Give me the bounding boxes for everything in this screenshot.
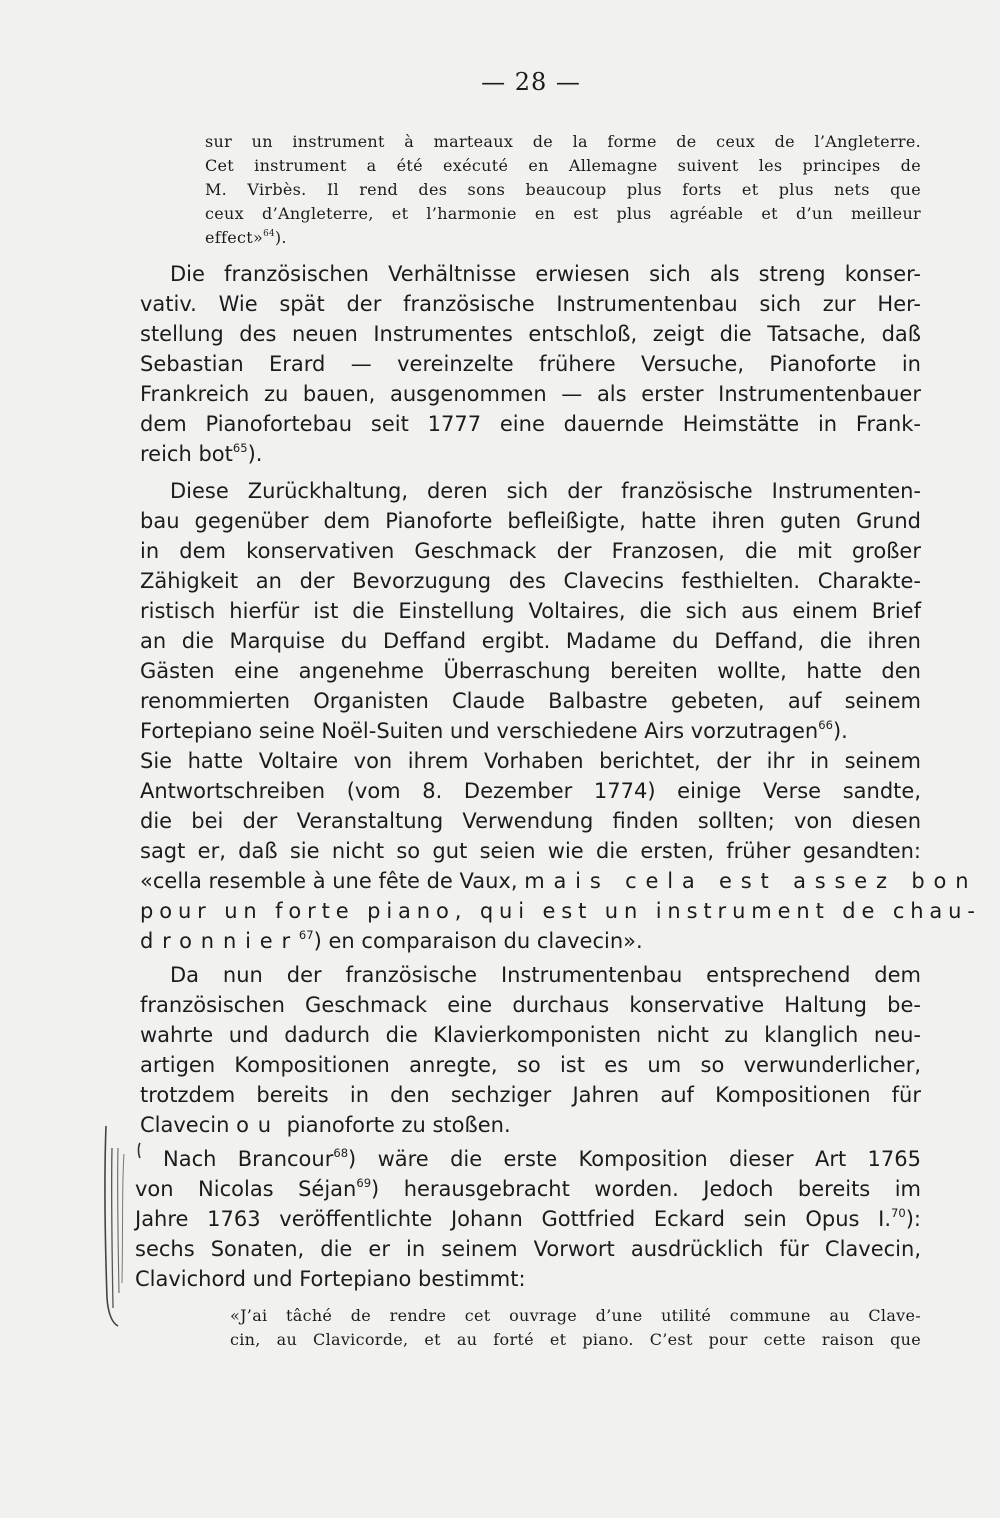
para2-line-14 <box>140 869 977 893</box>
para2-line-6: an die Marquise du Deffand ergibt. Madame du Deffand, die ihren <box>140 629 921 653</box>
para2-line9-text: Fortepiano seine Noël-Suiten und verschiedene Airs vorzutragen <box>140 719 819 743</box>
quote1-line-1: sur un instrument à marteaux de la forme de ceux de l’Angleterre. <box>205 132 921 151</box>
footnote-ref-69: 69 <box>356 1175 372 1190</box>
margin-stroke-4 <box>122 1154 124 1283</box>
quote1-last-text: effect» <box>205 228 264 247</box>
para2-line-9 <box>140 719 848 743</box>
para4-line-3 <box>135 1207 921 1231</box>
para4-line-2 <box>135 1177 921 1201</box>
para2-line-2: bau gegenüber dem Pianoforte befleißigte, hatte ihren guten Grund <box>140 509 921 533</box>
para1-line-7 <box>140 442 262 466</box>
margin-stroke-3 <box>118 1148 119 1293</box>
bracket-mark <box>139 1143 141 1158</box>
quote1-line-5 <box>205 228 287 247</box>
para3-last-spaced: ou <box>236 1113 280 1137</box>
para4-line-5: Clavichord und Fortepiano bestimmt: <box>135 1267 526 1291</box>
para4-line-4: sechs Sonaten, die er in seinem Vorwort ausdrücklich für Clavecin, <box>135 1237 921 1261</box>
para2-line14-text: «cella resemble à une fête de Vaux, <box>140 869 525 893</box>
footnote-ref-65: 65 <box>232 440 248 455</box>
margin-stroke-2 <box>112 1148 113 1308</box>
quote2-line-2: cin, au Clavicorde, et au forté et piano. C’est pour cette raison que <box>230 1330 921 1349</box>
para3-line-4: artigen Kompositionen anregte, so ist es um so verwunderlicher, <box>140 1053 921 1077</box>
quote1-line-3: M. Virbès. Il rend des sons beaucoup plus forts et plus nets que <box>205 180 921 199</box>
para1-line-3: stellung des neuen Instrumentes entschloß, zeigt die Tatsache, daß <box>140 322 921 346</box>
para4-line1-text: Nach Brancour <box>163 1147 334 1171</box>
para2-line16-spaced: dronnier <box>140 929 299 953</box>
para1-last-text: reich bot <box>140 442 233 466</box>
para3-line-2: französischen Geschmack eine durchaus konservative Haltung be- <box>140 993 921 1017</box>
para2-line-5: ristisch hierfür ist die Einstellung Voltaires, die sich aus einem Brief <box>140 599 921 623</box>
para4-line1-tail: ) wäre die erste Komposition dieser Art 1765 <box>348 1147 921 1171</box>
para1-line-6: dem Pianofortebau seit 1777 eine dauernde Heimstätte in Frank- <box>140 412 921 436</box>
para2-line-8: renommierten Organisten Claude Balbastre gebeten, auf seinem <box>140 689 921 713</box>
footnote-ref-64: 64 <box>263 228 275 239</box>
para2-line-12: die bei der Veranstaltung Verwendung finden sollten; von diesen <box>140 809 921 833</box>
para1-last-tail: ). <box>247 442 263 466</box>
quote2-line-1: «J’ai tâché de rendre cet ouvrage d’une utilité commune au Clave- <box>230 1306 921 1325</box>
para3-line-5: trotzdem bereits in den sechziger Jahren auf Kompositionen für <box>140 1083 921 1107</box>
para2-line-11: Antwortschreiben (vom 8. Dezember 1774) einige Verse sandte, <box>140 779 921 803</box>
para2-line-13: sagt er, daß sie nicht so gut seien wie die ersten, früher gesandten: <box>140 839 921 863</box>
para3-line-1: Da nun der französische Instrumentenbau entsprechend dem <box>170 963 921 987</box>
para4-line2-tail: ) herausgebracht worden. Jedoch bereits im <box>371 1177 921 1201</box>
para2-line16-tail: ) en comparaison du clavecin». <box>313 929 643 953</box>
para2-line14-spaced: mais cela est assez bon <box>524 869 978 893</box>
page-number: — 28 — <box>481 68 581 96</box>
para2-line-3: in dem konservativen Geschmack der Franzosen, die mit großer <box>140 539 921 563</box>
para4-line3-tail: ): <box>905 1207 921 1231</box>
para2-line-10: Sie hatte Voltaire von ihrem Vorhaben berichtet, der ihr in seinem <box>140 749 921 773</box>
para1-line-5: Frankreich zu bauen, ausgenommen — als erster Instrumentenbauer <box>140 382 921 406</box>
para2-line15-spaced: pour un forte piano, qui est un instrument de chau- <box>140 899 981 923</box>
para2-line-4: Zähigkeit an der Bevorzugung des Clavecins festhielten. Charakte- <box>140 569 921 593</box>
para1-line-2: vativ. Wie spät der französische Instrumentenbau sich zur Her- <box>140 292 921 316</box>
footnote-ref-70: 70 <box>891 1205 906 1220</box>
para4-line3-text: Jahre 1763 veröffentlichte Johann Gottfried Eckard sein Opus I. <box>135 1207 892 1231</box>
para1-line-4: Sebastian Erard — vereinzelte frühere Versuche, Pianoforte in <box>140 352 921 376</box>
footnote-ref-68: 68 <box>333 1145 349 1160</box>
para3-line-6 <box>140 1113 511 1137</box>
para1-line-1: Die französischen Verhältnisse erwiesen sich als streng konser- <box>170 262 921 286</box>
quote1-last-tail: ). <box>274 228 287 247</box>
quote1-line-4: ceux d’Angleterre, et l’harmonie en est plus agréable et d’un meilleur <box>205 204 921 223</box>
para3-line-3: wahrte und dadurch die Klavierkomponisten nicht zu klanglich neu- <box>140 1023 921 1047</box>
para3-last-text: Clavecin <box>140 1113 237 1137</box>
footnote-ref-66: 66 <box>818 717 833 732</box>
para2-line9-tail: ). <box>832 719 848 743</box>
para4-line-1 <box>163 1147 921 1171</box>
para4-line2-text: von Nicolas Séjan <box>135 1177 357 1201</box>
para2-line-1: Diese Zurückhaltung, deren sich der französische Instrumenten- <box>170 479 921 503</box>
para2-line-7: Gästen eine angenehme Überraschung bereiten wollte, hatte den <box>140 659 921 683</box>
pencil-margin-mark <box>100 1118 150 1328</box>
para2-line-15 <box>140 899 981 923</box>
quote1-line-2: Cet instrument a été exécuté en Allemagne suivent les principes de <box>205 156 921 175</box>
para3-last-tail: pianoforte zu stoßen. <box>279 1113 511 1137</box>
para2-line-16 <box>140 929 643 953</box>
footnote-ref-67: 67 <box>298 927 314 942</box>
